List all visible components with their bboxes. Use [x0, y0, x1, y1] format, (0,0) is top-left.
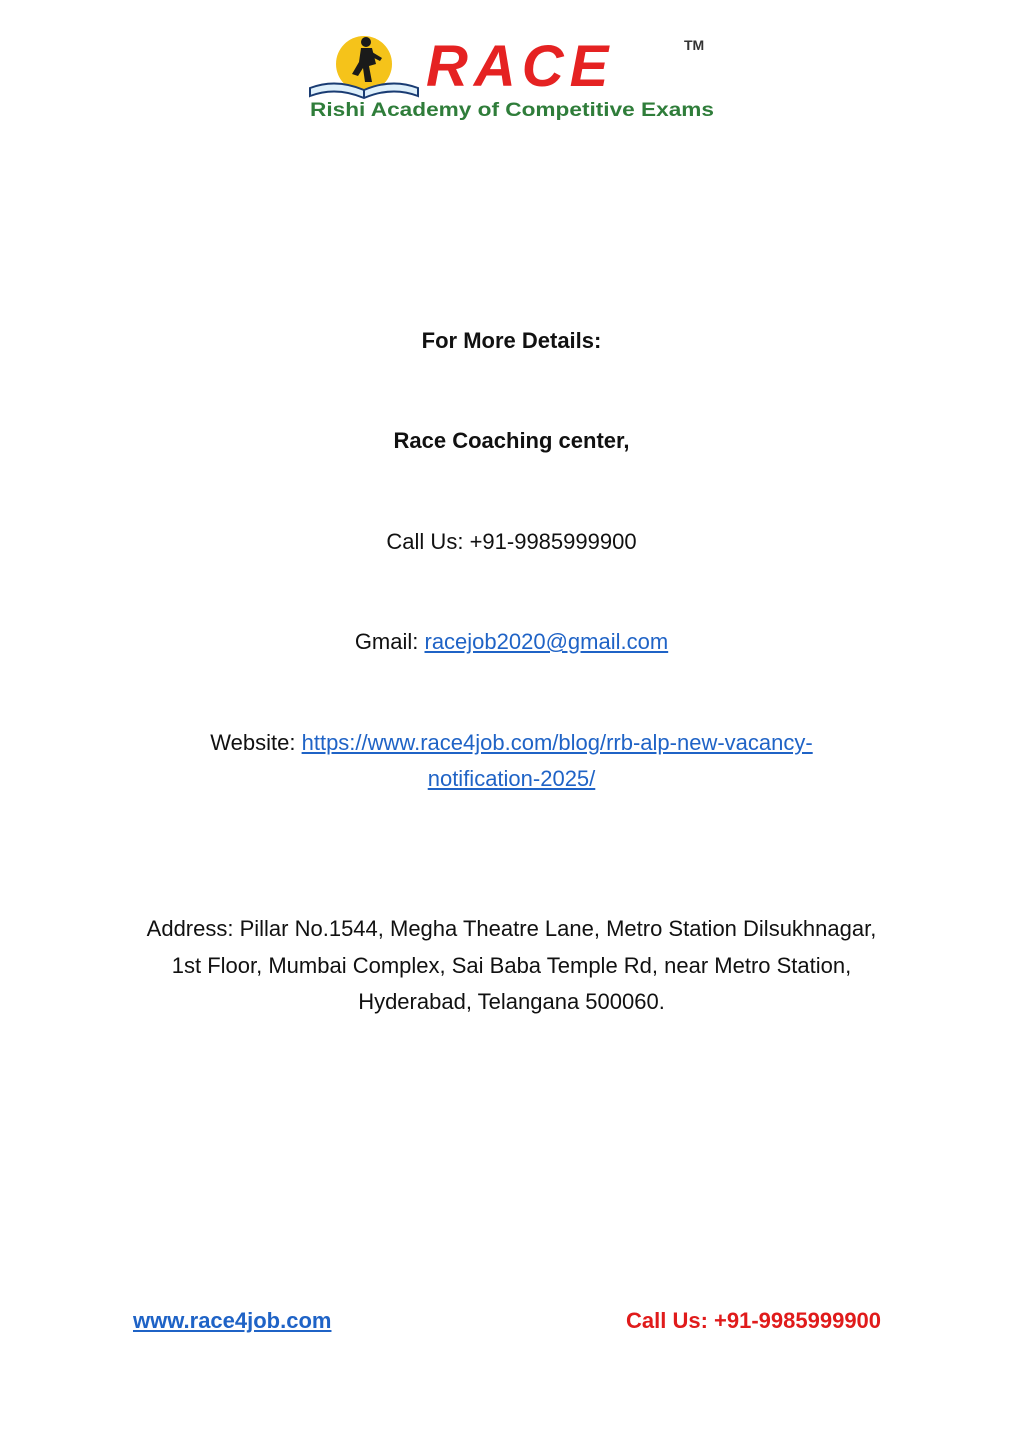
details-heading: For More Details:: [421, 328, 602, 353]
logo-tagline: Rishi Academy of Competitive Exams: [310, 100, 714, 121]
website-line: [0, 725, 1023, 761]
website-link-part2[interactable]: notification-2025/: [427, 766, 596, 791]
address-line-3: Hyderabad, Telangana 500060.: [358, 989, 665, 1014]
center-name: Race Coaching center,: [393, 428, 630, 453]
address-line-2: 1st Floor, Mumbai Complex, Sai Baba Temple Rd, near Metro Station,: [171, 953, 852, 978]
call-label: Call Us:: [386, 529, 464, 554]
trademark-mark: TM: [684, 37, 705, 53]
race-logo-graphic: [306, 28, 718, 124]
call-line: [0, 524, 1023, 560]
race-logo: [306, 28, 718, 124]
gmail-line: [0, 624, 1023, 660]
call-number: +91-9985999900: [469, 529, 637, 554]
footer-website-link[interactable]: www.race4job.com: [133, 1308, 332, 1333]
logo-wordmark: RACE: [426, 34, 615, 99]
footer-call: Call Us: +91-9985999900: [626, 1308, 882, 1333]
website-label: Website:: [210, 730, 296, 755]
website-line-2: [0, 761, 1023, 797]
gmail-link[interactable]: racejob2020@gmail.com: [424, 629, 669, 654]
website-link-part1[interactable]: https://www.race4job.com/blog/rrb-alp-new-vacancy-: [301, 730, 813, 755]
gmail-label: Gmail:: [354, 629, 419, 654]
address-line-1: Address: Pillar No.1544, Megha Theatre Lane, Metro Station Dilsukhnagar,: [146, 916, 877, 941]
